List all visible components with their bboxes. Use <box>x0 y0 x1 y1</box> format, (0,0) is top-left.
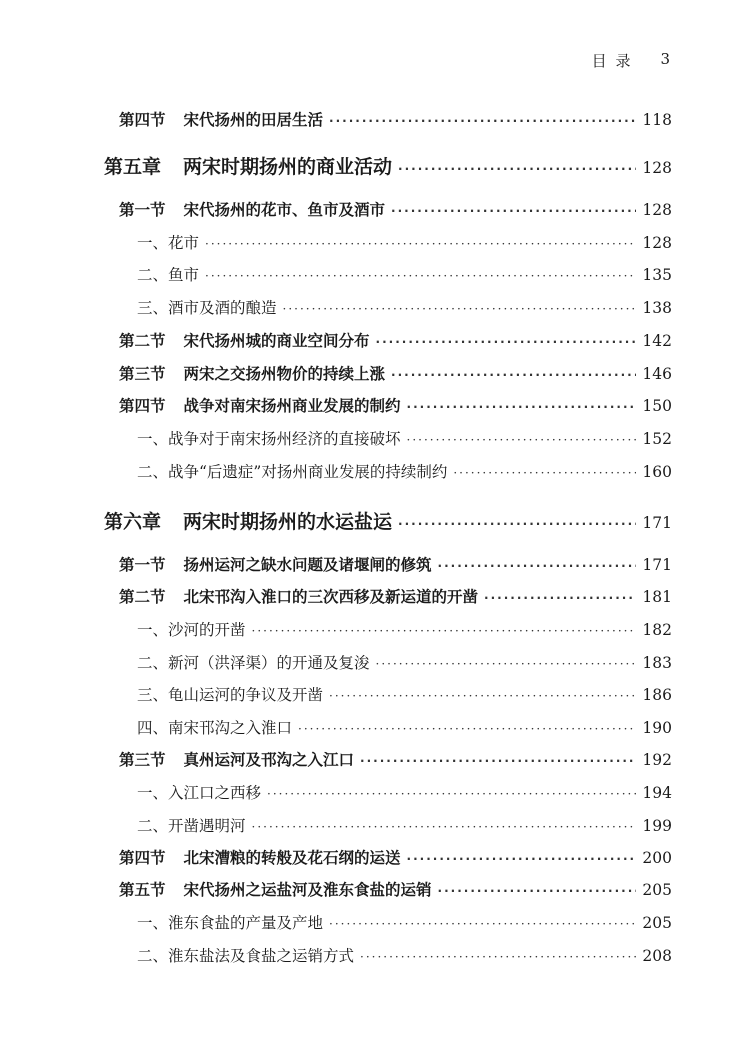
toc-entry-text: 二、战争“后遗症”对扬州商业发展的持续制约 <box>137 463 448 481</box>
toc-entry-title <box>119 553 432 575</box>
running-header <box>592 50 672 71</box>
dot-leader <box>252 624 637 638</box>
toc-entry-sub[interactable] <box>137 683 672 705</box>
dot-leader <box>329 114 636 128</box>
toc-entry-page: 181 <box>642 588 672 606</box>
toc-entry-text: 四、南宋邗沟之入淮口 <box>137 719 293 737</box>
toc-entry-text: 两宋时期扬州的商业活动 <box>183 156 393 178</box>
toc-entry-title <box>119 198 385 220</box>
dot-leader <box>407 400 637 414</box>
toc-entry-title <box>104 152 392 179</box>
toc-entry-page: 152 <box>642 430 672 448</box>
toc-entry-number: 第二节 <box>119 332 166 350</box>
toc-entry-number: 第三节 <box>119 751 166 769</box>
dot-leader <box>398 517 636 531</box>
toc-entry-sub[interactable] <box>137 231 672 253</box>
toc-entry-text: 一、战争对于南宋扬州经济的直接破坏 <box>137 430 401 448</box>
toc-entry-text: 扬州运河之缺水问题及诸堰闸的修筑 <box>183 556 432 574</box>
toc-entry-number: 第六章 <box>104 511 162 533</box>
toc-entry-title <box>119 329 370 351</box>
toc-entry-page: 142 <box>642 332 672 350</box>
toc-entry-section[interactable] <box>119 585 672 607</box>
toc-entry-sub[interactable] <box>137 263 672 285</box>
toc-entry-text: 二、鱼市 <box>137 266 200 284</box>
toc-entry-page: 171 <box>642 556 672 574</box>
dot-leader <box>407 433 637 447</box>
toc-entry-title <box>137 911 323 933</box>
toc-entry-text: 二、新河（洪泽渠）的开通及复浚 <box>137 654 370 672</box>
header-page-number: 3 <box>660 50 672 68</box>
dot-leader <box>360 950 636 964</box>
toc-entry-title <box>119 748 354 770</box>
toc-entry-title <box>119 394 401 416</box>
toc-entry-sub[interactable] <box>137 427 672 449</box>
toc-entry-page: 205 <box>642 881 672 899</box>
toc-entry-title <box>137 651 370 673</box>
dot-leader <box>453 466 636 480</box>
toc-entry-title <box>119 878 432 900</box>
toc-entry-section[interactable] <box>119 553 672 575</box>
toc-entry-text: 一、淮东食盐的产量及产地 <box>137 914 324 932</box>
toc-entry-title <box>137 427 401 449</box>
toc-entry-number: 第五章 <box>104 156 162 178</box>
dot-leader <box>205 237 636 251</box>
toc-entry-number: 第三节 <box>119 365 166 383</box>
dot-leader <box>267 787 636 801</box>
toc-entry-section[interactable] <box>119 362 672 384</box>
toc-entry-title <box>137 781 261 803</box>
toc-entry-section[interactable] <box>119 748 672 770</box>
dot-leader <box>298 722 636 736</box>
toc-entry-sub[interactable] <box>137 716 672 738</box>
dot-leader <box>391 368 636 382</box>
toc-entry-page: 192 <box>642 751 672 769</box>
header-label: 目 录 <box>591 52 633 70</box>
dot-leader <box>205 269 636 283</box>
toc-entry-page: 160 <box>642 463 672 481</box>
toc-entry-number: 第一节 <box>119 556 166 574</box>
toc-entry-text: 两宋时期扬州的水运盐运 <box>183 511 393 533</box>
toc-entry-page: 128 <box>642 159 672 177</box>
dot-leader <box>376 657 637 671</box>
dot-leader <box>398 162 636 176</box>
toc-entry-page: 182 <box>642 621 672 639</box>
toc-entry-title <box>137 683 323 705</box>
dot-leader <box>391 204 636 218</box>
toc-entry-text: 三、龟山运河的争议及开凿 <box>137 686 324 704</box>
toc-entry-text: 北宋漕粮的转般及花石纲的运送 <box>183 849 401 867</box>
toc-entry-text: 一、入江口之西移 <box>137 784 262 802</box>
toc-entry-text: 一、花市 <box>137 234 200 252</box>
toc-entry-title <box>137 231 199 253</box>
toc-entry-number: 第四节 <box>119 111 166 129</box>
dot-leader <box>252 820 637 834</box>
toc-entry-page: 150 <box>642 397 672 415</box>
dot-leader <box>438 559 637 573</box>
toc-entry-page: 128 <box>642 201 672 219</box>
toc-entry-text: 战争对南宋扬州商业发展的制约 <box>183 397 401 415</box>
toc-entry-sub[interactable] <box>137 651 672 673</box>
toc-entry-number: 第四节 <box>119 849 166 867</box>
toc-entry-sub[interactable] <box>137 944 672 966</box>
toc-entry-section[interactable] <box>119 329 672 351</box>
toc-entry-sub[interactable] <box>137 814 672 836</box>
toc-entry-text: 两宋之交扬州物价的持续上涨 <box>183 365 386 383</box>
toc-entry-section[interactable] <box>119 878 672 900</box>
toc-entry-page: 138 <box>642 299 672 317</box>
toc-entry-page: 199 <box>642 817 672 835</box>
dot-leader <box>329 917 636 931</box>
toc-entry-text: 宋代扬州城的商业空间分布 <box>183 332 370 350</box>
toc-entry-page: 135 <box>642 266 672 284</box>
toc-entry-text: 北宋邗沟入淮口的三次西移及新运道的开凿 <box>183 588 479 606</box>
toc-entry-title <box>137 814 246 836</box>
toc-entry-title <box>137 296 277 318</box>
toc-entry-number: 第四节 <box>119 397 166 415</box>
toc-entry-section[interactable] <box>119 108 672 130</box>
toc-entry-sub[interactable] <box>137 911 672 933</box>
toc-entry-title <box>137 460 447 482</box>
toc-entry-title <box>119 846 401 868</box>
toc-entry-sub[interactable] <box>137 618 672 640</box>
toc-entry-sub[interactable] <box>137 781 672 803</box>
toc-entry-text: 宋代扬州的田居生活 <box>183 111 324 129</box>
dot-leader <box>283 302 637 316</box>
toc-entry-title <box>137 944 354 966</box>
toc-entry-page: 200 <box>642 849 672 867</box>
toc-entry-section[interactable] <box>119 394 672 416</box>
toc-entry-section[interactable] <box>119 198 672 220</box>
toc-entry-text: 真州运河及邗沟之入江口 <box>183 751 355 769</box>
toc-entry-text: 二、淮东盐法及食盐之运销方式 <box>137 947 355 965</box>
toc-entry-sub[interactable] <box>137 460 672 482</box>
toc-entry-page: 208 <box>642 947 672 965</box>
toc-entry-text: 宋代扬州之运盐河及淮东食盐的运销 <box>183 881 432 899</box>
toc-entry-number: 第一节 <box>119 201 166 219</box>
dot-leader <box>360 754 636 768</box>
toc-entry-chapter[interactable] <box>104 152 672 179</box>
dot-leader <box>438 884 637 898</box>
toc-entry-page: 190 <box>642 719 672 737</box>
toc-entry-page: 171 <box>642 514 672 532</box>
dot-leader <box>376 335 637 349</box>
toc-entry-title <box>104 507 392 534</box>
toc-entry-title <box>137 263 199 285</box>
toc-entry-page: 183 <box>642 654 672 672</box>
toc-entry-page: 146 <box>642 365 672 383</box>
toc-entry-page: 194 <box>642 784 672 802</box>
dot-leader <box>407 852 637 866</box>
toc-entry-page: 186 <box>642 686 672 704</box>
toc-entry-number: 第五节 <box>119 881 166 899</box>
toc-entry-title <box>119 585 478 607</box>
toc-entry-title <box>137 618 246 640</box>
toc-entry-section[interactable] <box>119 846 672 868</box>
toc-entry-page: 118 <box>642 111 672 129</box>
dot-leader <box>329 689 636 703</box>
toc-entry-title <box>137 716 292 738</box>
toc-entry-page: 205 <box>642 914 672 932</box>
toc-entry-number: 第二节 <box>119 588 166 606</box>
dot-leader <box>484 591 636 605</box>
toc-entry-title <box>119 362 385 384</box>
toc-entry-text: 一、沙河的开凿 <box>137 621 246 639</box>
toc-entry-text: 宋代扬州的花市、鱼市及酒市 <box>183 201 386 219</box>
toc-entry-sub[interactable] <box>137 296 672 318</box>
toc-entry-chapter[interactable] <box>104 507 672 534</box>
toc-entry-text: 三、酒市及酒的酿造 <box>137 299 277 317</box>
toc-entry-title <box>119 108 323 130</box>
toc-entry-text: 二、开凿遇明河 <box>137 817 246 835</box>
toc-entry-page: 128 <box>642 234 672 252</box>
